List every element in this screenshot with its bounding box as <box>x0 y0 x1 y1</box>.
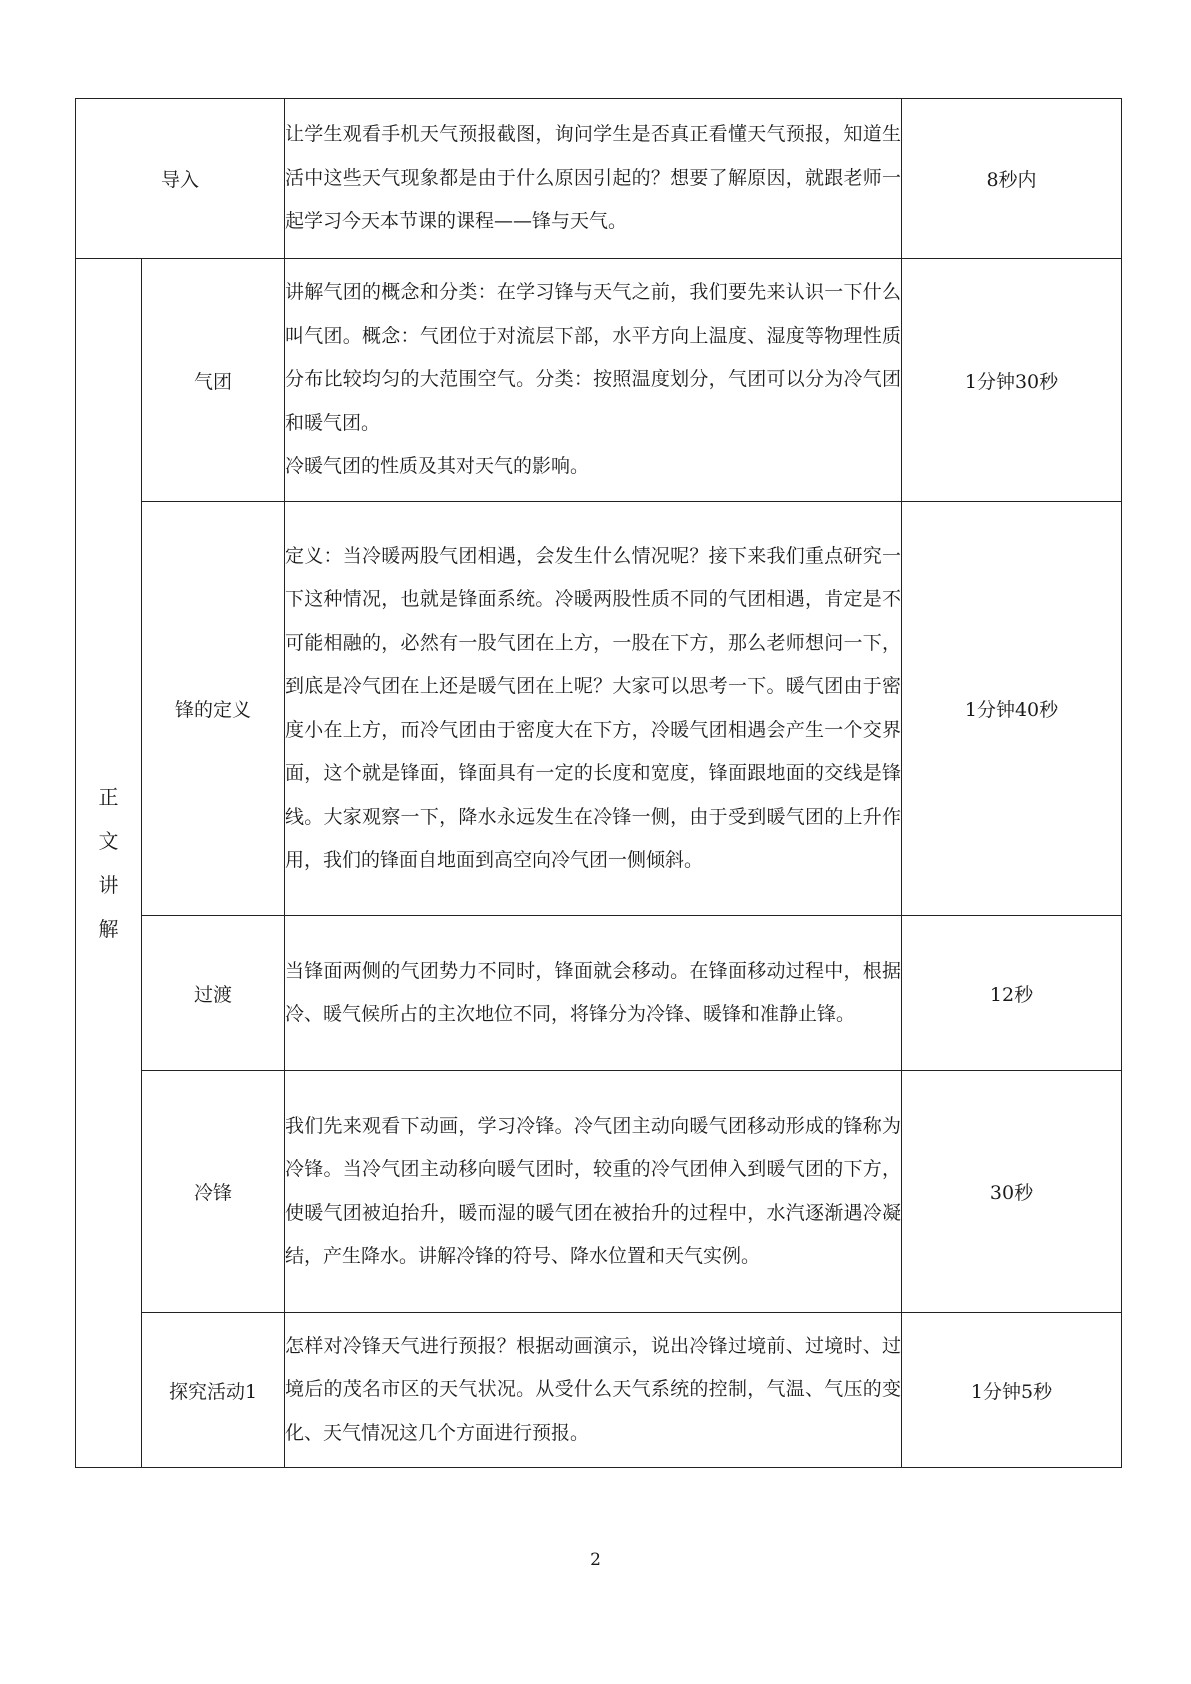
content-paragraph: 讲解气团的概念和分类：在学习锋与天气之前，我们要先来认识一下什么叫气团。概念：气团位于对流层下部，水平方向上温度、湿度等物理性质分布比较均匀的大范围空气。分类：按照温度划分，气团可以分为冷气团和暖气团。 <box>285 281 902 434</box>
table-row-transition <box>76 916 1122 1071</box>
time-cell-front-definition: 1分钟40秒 <box>902 502 1122 916</box>
topic-cell-transition: 过渡 <box>142 916 285 1071</box>
content-cell-intro: 让学生观看手机天气预报截图，询问学生是否真正看懂天气预报，知道生活中这些天气现象都是由于什么原因引起的？想要了解原因，就跟老师一起学习今天本节课的课程——锋与天气。 <box>285 99 902 259</box>
table-row-intro <box>76 99 1122 259</box>
section-label-intro: 导入 <box>76 99 285 259</box>
page-number: 2 <box>590 1550 601 1570</box>
time-cell-transition: 12秒 <box>902 916 1122 1071</box>
time-cell-airmass: 1分钟30秒 <box>902 259 1122 502</box>
content-cell-airmass <box>285 259 902 502</box>
main-section-char-2: 文 <box>98 829 119 853</box>
topic-cell-activity-1: 探究活动1 <box>142 1313 285 1468</box>
time-cell-intro: 8秒内 <box>902 99 1122 259</box>
time-cell-activity-1: 1分钟5秒 <box>902 1313 1122 1468</box>
table-row-airmass <box>76 259 1122 502</box>
time-cell-cold-front: 30秒 <box>902 1071 1122 1313</box>
content-cell-cold-front: 我们先来观看下动画，学习冷锋。冷气团主动向暖气团移动形成的锋称为冷锋。当冷气团主动移向暖气团时，较重的冷气团伸入到暖气团的下方，使暖气团被迫抬升，暖而湿的暖气团在被抬升的过程中，水汽逐渐遇冷凝结，产生降水。讲解冷锋的符号、降水位置和天气实例。 <box>285 1071 902 1313</box>
table-row-activity-1 <box>76 1313 1122 1468</box>
main-section-char-1: 正 <box>98 785 119 809</box>
lesson-plan-table <box>75 98 1122 1468</box>
section-label-main <box>76 259 142 1468</box>
main-section-char-4: 解 <box>98 917 119 941</box>
table-row-front-definition <box>76 502 1122 916</box>
topic-cell-front-definition: 锋的定义 <box>142 502 285 916</box>
table-row-cold-front <box>76 1071 1122 1313</box>
topic-cell-cold-front: 冷锋 <box>142 1071 285 1313</box>
content-cell-transition: 当锋面两侧的气团势力不同时，锋面就会移动。在锋面移动过程中，根据冷、暖气候所占的主次地位不同，将锋分为冷锋、暖锋和准静止锋。 <box>285 916 902 1071</box>
content-paragraph: 冷暖气团的性质及其对天气的影响。 <box>285 455 590 478</box>
main-section-char-3: 讲 <box>98 873 119 897</box>
topic-cell-airmass: 气团 <box>142 259 285 502</box>
content-cell-activity-1: 怎样对冷锋天气进行预报？根据动画演示，说出冷锋过境前、过境时、过境后的茂名市区的天气状况。从受什么天气系统的控制，气温、气压的变化、天气情况这几个方面进行预报。 <box>285 1313 902 1468</box>
content-cell-front-definition: 定义：当冷暖两股气团相遇，会发生什么情况呢？接下来我们重点研究一下这种情况，也就是锋面系统。冷暖两股性质不同的气团相遇，肯定是不可能相融的，必然有一股气团在上方，一股在下方，那么老师想问一下，到底是冷气团在上还是暖气团在上呢？大家可以思考一下。暖气团由于密度小在上方，而冷气团由于密度大在下方，冷暖气团相遇会产生一个交界面，这个就是锋面，锋面具有一定的长度和宽度，锋面跟地面的交线是锋线。大家观察一下，降水永远发生在冷锋一侧，由于受到暖气团的上升作用，我们的锋面自地面到高空向冷气团一侧倾斜。 <box>285 502 902 916</box>
